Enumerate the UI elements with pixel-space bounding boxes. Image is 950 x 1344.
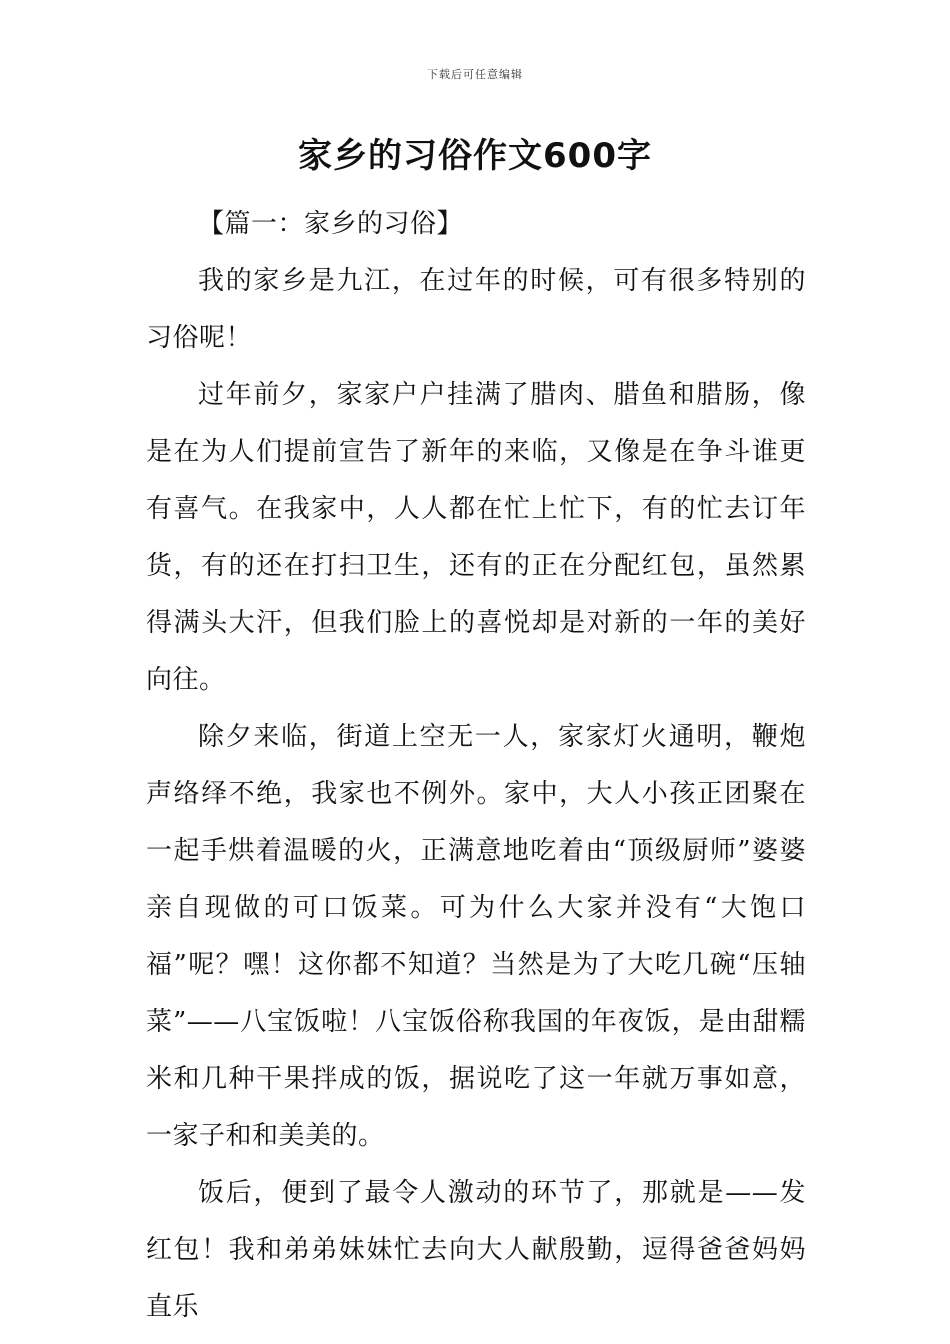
paragraph-1: 我的家乡是九江，在过年的时候，可有很多特别的习俗呢！ [146,266,806,353]
document-title: 家乡的习俗作文600字 [298,136,652,176]
section-heading: 【篇一：家乡的习俗】 [198,209,464,239]
header-note: 下载后可任意编辑 [427,68,523,81]
paragraph-3: 除夕来临，街道上空无一人，家家灯火通明，鞭炮声络绎不绝，我家也不例外。家中，大人小孩正团聚在一起手烘着温暖的火，正满意地吃着由“顶级厨师”婆婆亲自现做的可口饭菜。可为什么大家并没有“大饱口福”呢？嘿！这你都不知道？当然是为了大吃几碗“压轴菜”——八宝饭啦！八宝饭俗称我国的年夜饭，是由甜糯米和几种干果拌成的饭，据说吃了这一年就万事如意，一家子和和美美的。 [146,722,806,1151]
paragraph-4: 饭后，便到了最令人激动的环节了，那就是——发红包！我和弟弟妹妹忙去向大人献殷勤，逗得爸爸妈妈直乐 [146,1178,806,1322]
paragraph-2: 过年前夕，家家户户挂满了腊肉、腊鱼和腊肠，像是在为人们提前宣告了新年的来临，又像是在争斗谁更有喜气。在我家中，人人都在忙上忙下，有的忙去订年货，有的还在打扫卫生，还有的正在分配红包，虽然累得满头大汗，但我们脸上的喜悦却是对新的一年的美好向往。 [146,380,806,695]
document-body [146,196,806,1336]
